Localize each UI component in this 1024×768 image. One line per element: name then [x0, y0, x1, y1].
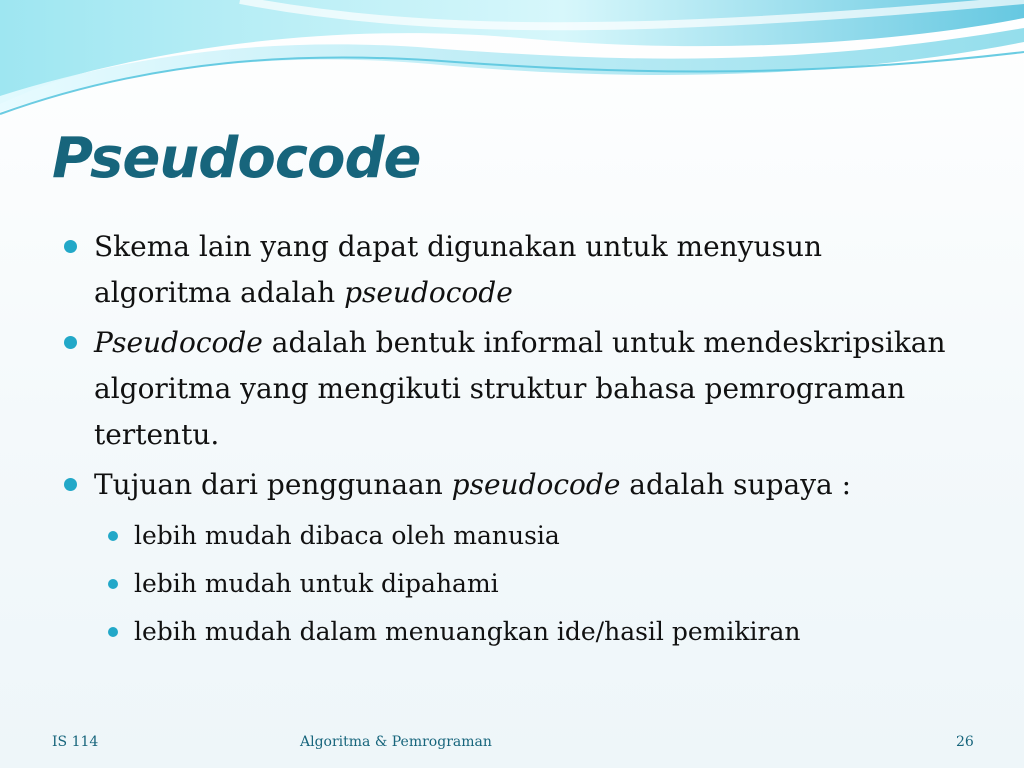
- bullet-item: [58, 462, 958, 508]
- bullet-text: Skema lain yang dapat digunakan untuk menyusun algoritma adalah: [94, 230, 822, 309]
- top-wave-decoration: [0, 0, 1024, 120]
- footer-page-number: 26: [956, 734, 974, 750]
- bullet-text: adalah bentuk informal untuk mendeskripsikan algoritma yang mengikuti struktur bahasa pemrograman tertentu.: [94, 326, 946, 451]
- bullet-item: [58, 224, 958, 316]
- bullet-item: [58, 320, 958, 458]
- bullet-text: Tujuan dari penggunaan: [94, 468, 452, 501]
- sub-bullet-list: [58, 512, 958, 656]
- slide-title: Pseudocode: [52, 126, 421, 191]
- sub-bullet-item: lebih mudah dibaca oleh manusia: [58, 512, 958, 560]
- footer-course-code: IS 114: [52, 734, 99, 750]
- bullet-text: adalah supaya :: [620, 468, 852, 501]
- sub-bullet-item: lebih mudah dalam menuangkan ide/hasil pemikiran: [58, 608, 958, 656]
- bullet-emphasis: pseudocode: [451, 468, 621, 501]
- footer-course-title: Algoritma & Pemrograman: [300, 734, 492, 750]
- slide-content: [58, 224, 958, 656]
- bullet-emphasis: Pseudocode: [94, 326, 263, 359]
- sub-bullet-item: lebih mudah untuk dipahami: [58, 560, 958, 608]
- bullet-emphasis: pseudocode: [344, 276, 513, 309]
